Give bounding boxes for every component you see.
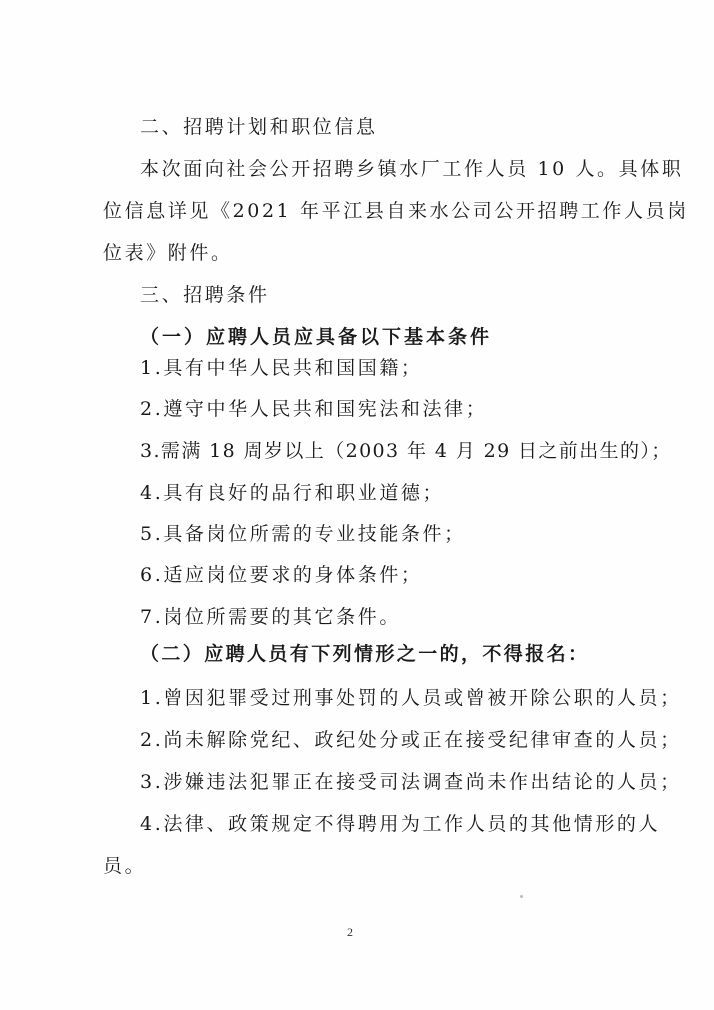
list-item: 5.具备岗位所需的专业技能条件； xyxy=(140,523,466,545)
subsection-title-exclusions: （二）应聘人员有下列情形之一的，不得报名： xyxy=(140,643,590,665)
list-item: 3.涉嫌违法犯罪正在接受司法调查尚未作出结论的人员； xyxy=(140,771,682,793)
list-item: 7.岗位所需要的其它条件。 xyxy=(140,606,401,628)
list-item: 1.具有中华人民共和国国籍； xyxy=(140,357,423,379)
subsection-title-basic-conditions: （一）应聘人员应具备以下基本条件 xyxy=(140,326,493,348)
section-heading-recruitment-plan: 二、招聘计划和职位信息 xyxy=(140,116,378,138)
paragraph-line: 位表》附件。 xyxy=(103,242,233,264)
list-item: 2.尚未解除党纪、政纪处分或正在接受纪律审查的人员； xyxy=(140,729,682,751)
section-heading-recruitment-conditions: 三、招聘条件 xyxy=(140,284,270,306)
list-item: 4.法律、政策规定不得聘用为工作人员的其他情形的人 xyxy=(140,813,661,835)
page-number: 2 xyxy=(347,925,353,939)
scan-speck xyxy=(520,895,523,898)
list-item: 3.需满 18 周岁以上（2003 年 4 月 29 日之前出生的）； xyxy=(140,440,672,462)
list-item: 1.曾因犯罪受过刑事处罚的人员或曾被开除公职的人员； xyxy=(140,687,682,709)
list-item: 6.适应岗位要求的身体条件； xyxy=(140,564,423,586)
list-item: 2.遵守中华人民共和国宪法和法律； xyxy=(140,398,488,420)
list-item: 4.具有良好的品行和职业道德； xyxy=(140,482,445,504)
paragraph-line: 位信息详见《2021 年平江县自来水公司公开招聘工作人员岗 xyxy=(103,200,689,222)
paragraph-line: 本次面向社会公开招聘乡镇水厂工作人员 10 人。具体职 xyxy=(140,158,684,180)
list-item-continuation: 员。 xyxy=(103,855,147,877)
